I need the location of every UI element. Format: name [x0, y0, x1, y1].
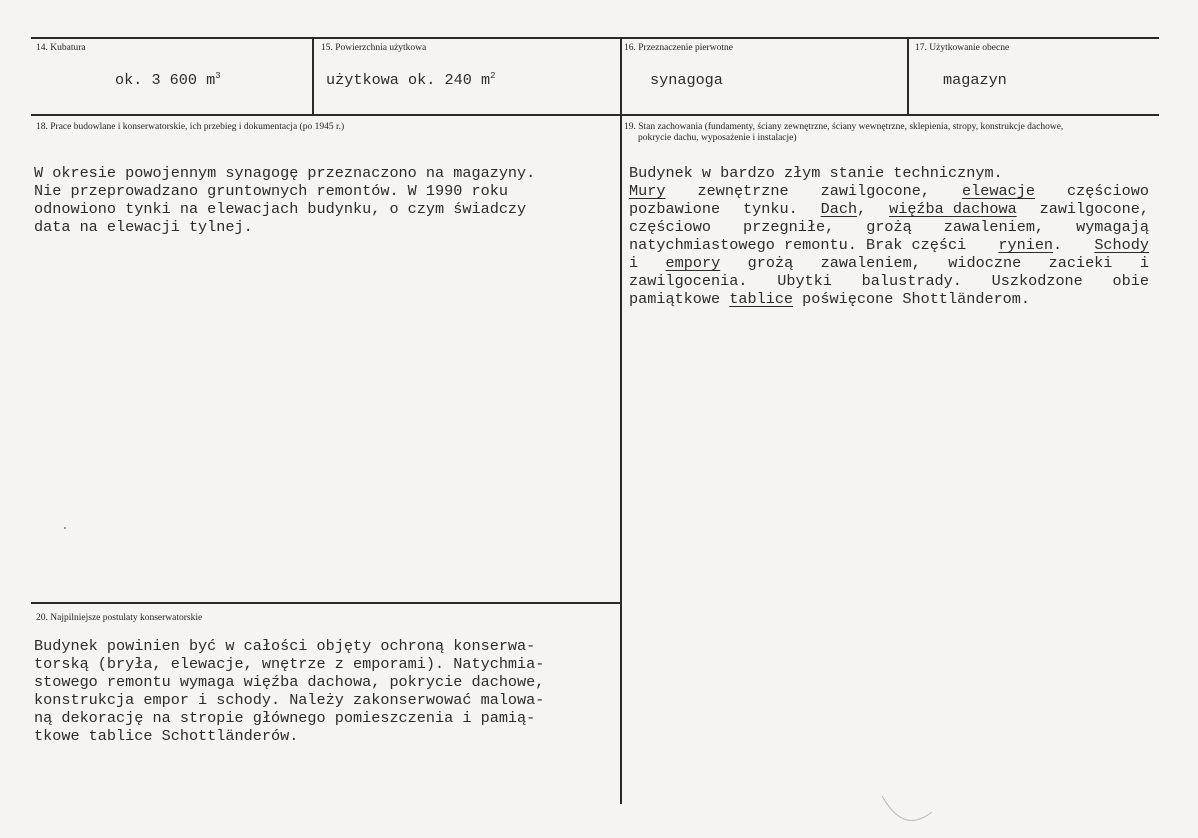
text-run: zawilgocone,: [820, 182, 931, 200]
text-run: ,: [857, 200, 867, 218]
volume-value: ok. 3 600 m: [115, 71, 216, 89]
paper-speck: [64, 527, 66, 529]
text-line: stowego remontu wymaga więźba dachowa, pokrycie dachowe,: [34, 673, 545, 691]
text-run: widoczne: [948, 254, 1022, 272]
section-20-top-rule: [31, 602, 621, 604]
text-line: [629, 164, 1149, 182]
underlined-word: Mury: [629, 182, 666, 200]
underlined-word: empory: [665, 254, 721, 272]
text-run: Budynek w bardzo złym stanie technicznym.: [629, 164, 1003, 182]
text-line: [629, 236, 1149, 254]
text-run: pamiątkowe: [629, 290, 721, 308]
text-run: zawaleniem,: [943, 218, 1045, 236]
text-run: balustrady.: [861, 272, 962, 290]
pencil-mark: [880, 790, 960, 830]
text-run: grożą: [866, 218, 912, 236]
field-19-label-line-2: pokrycie dachu, wyposażenie i instalacje): [638, 133, 797, 143]
field-19-label: [624, 122, 1063, 144]
field-19-text: [629, 164, 1149, 308]
field-18-text: [34, 164, 535, 236]
field-19-label-line-1: 19. Stan zachowania (fundamenty, ściany zewnętrzne, ściany wewnętrzne, sklepienia, stropy, konstrukcje dachowe,: [624, 122, 1064, 132]
text-line: torską (bryła, elewacje, wnętrze z emporami). Natychmia-: [34, 655, 545, 673]
text-line: [629, 272, 1149, 290]
text-run: [821, 200, 867, 218]
text-run: wymagają: [1076, 218, 1149, 236]
text-run: [998, 236, 1062, 254]
text-run: tynku.: [743, 200, 798, 218]
text-line: [629, 182, 1149, 200]
field-17-label: 17. Użytkowanie obecne: [915, 43, 1010, 53]
unit-exponent: 2: [490, 71, 496, 81]
text-run: przegniłe,: [743, 218, 835, 236]
text-line: ną dekorację na stropie głównego pomieszczenia i pamią-: [34, 709, 536, 727]
text-run: częściowo: [629, 218, 712, 236]
text-run: zacieki: [1048, 254, 1113, 272]
text-run: zawaleniem,: [820, 254, 921, 272]
text-run: poświęcone Shottländerom.: [802, 290, 1031, 308]
header-bottom-rule: [31, 114, 1159, 116]
text-run: zawilgocone,: [1039, 200, 1149, 218]
text-run: grożą: [747, 254, 794, 272]
text-line: [629, 218, 1149, 236]
underlined-word: więźba dachowa: [889, 200, 1017, 218]
text-line: [629, 290, 1149, 308]
main-column-divider: [620, 37, 622, 804]
text-run: zewnętrzne: [697, 182, 789, 200]
header-divider-1: [312, 37, 314, 116]
underlined-word: elewacje: [962, 182, 1035, 200]
text-run: obie: [1112, 272, 1149, 290]
field-20-label: 20. Najpilniejsze postulaty konserwatorskie: [36, 613, 203, 623]
text-line: konstrukcja empor i schody. Należy zakonserwować malowa-: [34, 691, 545, 709]
text-line: tkowe tablice Schottländerów.: [34, 727, 299, 745]
text-run: częściowo: [1066, 182, 1149, 200]
text-run: Uszkodzone: [991, 272, 1083, 290]
text-run: .: [1053, 236, 1063, 254]
underlined-word: Dach: [820, 200, 858, 218]
field-14-value: [115, 71, 221, 89]
field-14-label: 14. Kubatura: [36, 43, 86, 53]
text-run: zawilgocenia.: [629, 272, 748, 290]
text-line: Budynek powinien być w całości objęty ochroną konserwa-: [34, 637, 536, 655]
top-rule: [31, 37, 1159, 39]
text-line: W okresie powojennym synagogę przeznaczono na magazyny.: [34, 164, 536, 182]
text-run: natychmiastowego remontu. Brak części: [629, 236, 967, 254]
field-17-value: magazyn: [943, 71, 1007, 89]
text-run: Ubytki: [777, 272, 832, 290]
text-line: odnowiono tynki na elewacjach budynku, o czym świadczy: [34, 200, 527, 218]
area-value: użytkowa ok. 240 m: [326, 71, 491, 89]
text-run: i: [629, 254, 639, 272]
unit-exponent: 3: [215, 71, 221, 81]
field-16-label: 16. Przeznaczenie pierwotne: [624, 43, 733, 53]
text-line: data na elewacji tylnej.: [34, 218, 253, 236]
text-line: [629, 200, 1149, 218]
field-15-label: 15. Powierzchnia użytkowa: [321, 43, 427, 53]
text-run: pozbawione: [629, 200, 721, 218]
field-20-text: [34, 637, 544, 745]
underlined-word: rynien: [998, 236, 1054, 254]
text-line: Nie przeprowadzano gruntownych remontów. W 1990 roku: [34, 182, 508, 200]
text-line: [629, 254, 1149, 272]
field-16-value: synagoga: [650, 71, 723, 89]
header-divider-2: [907, 37, 909, 116]
text-run: i: [1139, 254, 1149, 272]
field-15-value: [326, 71, 495, 89]
underlined-word: tablice: [729, 290, 794, 308]
underlined-word: Schody: [1094, 236, 1149, 254]
field-18-label: 18. Prace budowlane i konserwatorskie, ich przebieg i dokumentacja (po 1945 r.): [36, 122, 345, 132]
